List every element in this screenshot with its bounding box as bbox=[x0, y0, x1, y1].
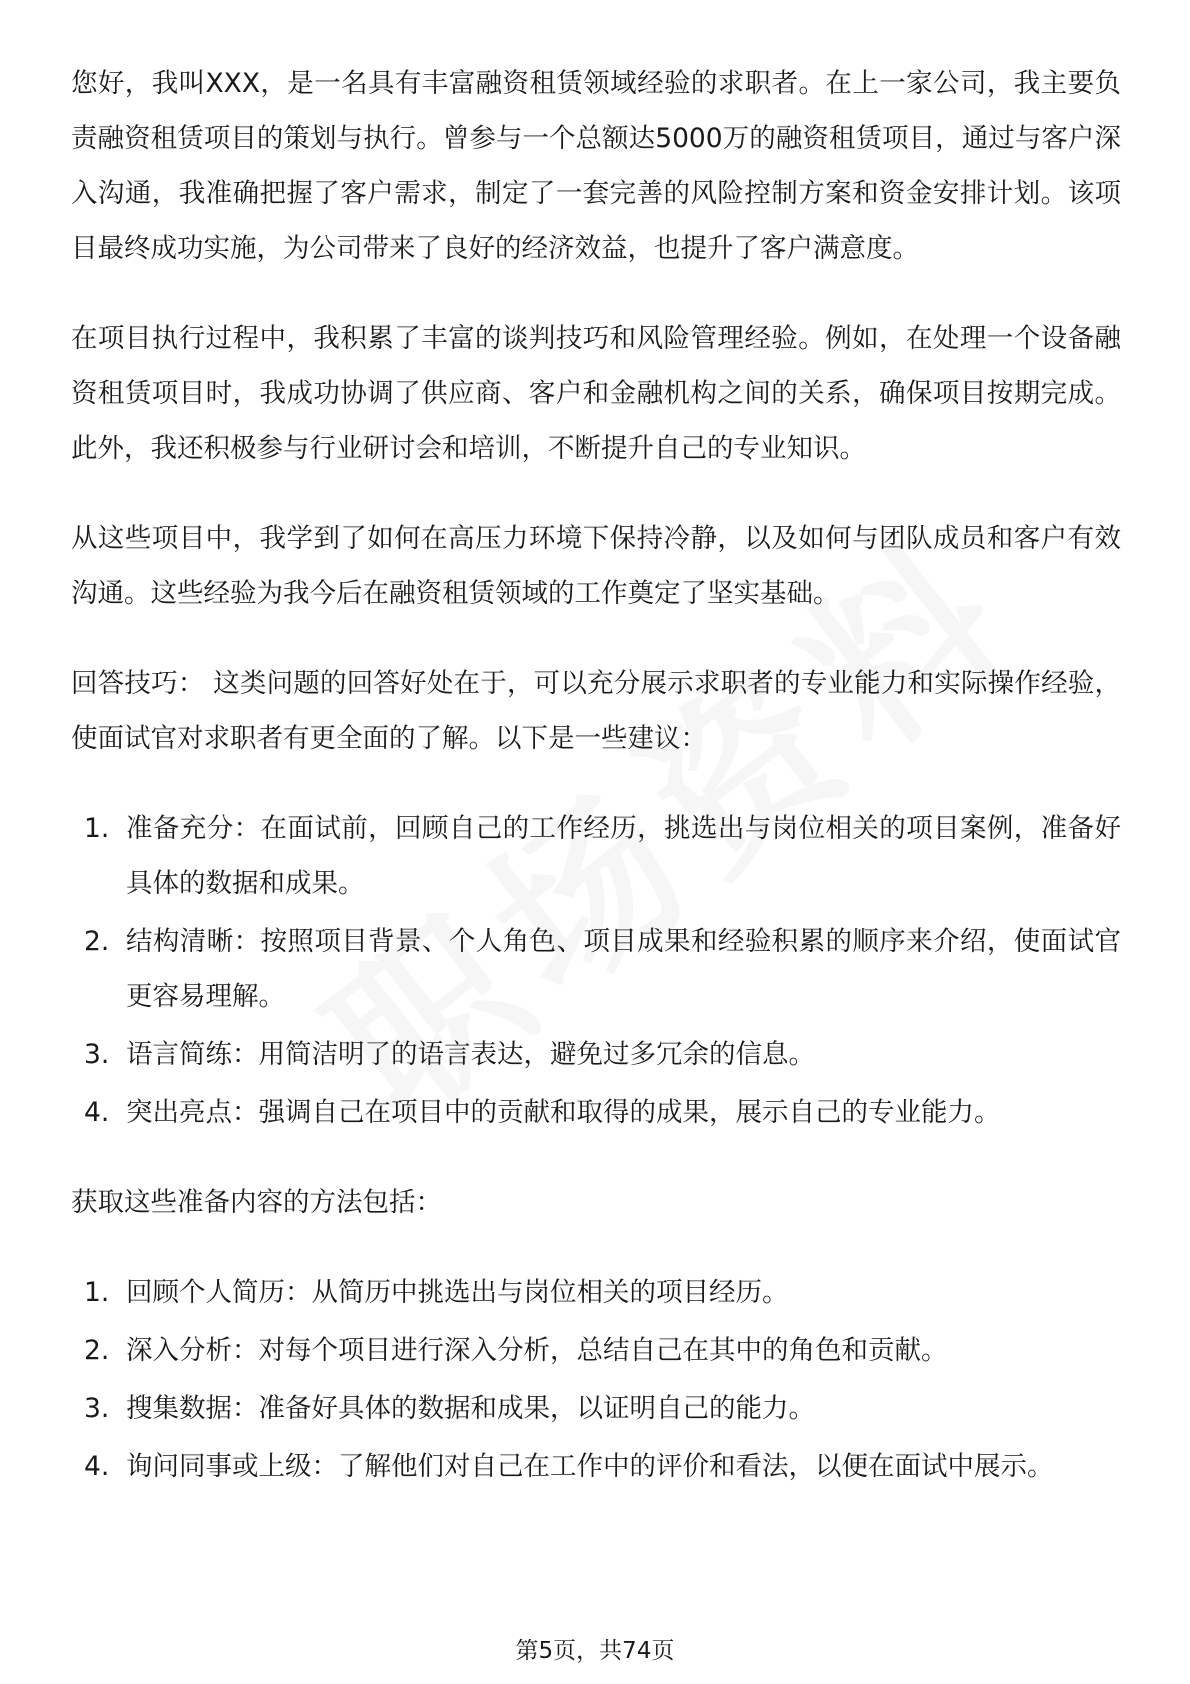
paragraph-lessons: 从这些项目中，我学到了如何在高压力环境下保持冷静，以及如何与团队成员和客户有效沟通。这些经验为我今后在融资租赁领域的工作奠定了坚实基础。 bbox=[71, 523, 1121, 609]
paragraph-answer-tips: 回答技巧： 这类问题的回答好处在于，可以充分展示求职者的专业能力和实际操作经验，使面试官对求职者有更全面的了解。以下是一些建议： bbox=[71, 668, 1121, 754]
list-item-number: 4. bbox=[84, 1451, 110, 1482]
list-item-text: 回顾个人简历：从简历中挑选出与岗位相关的项目经历。 bbox=[126, 1277, 789, 1308]
list-item bbox=[71, 1381, 1121, 1436]
paragraph-methods-intro: 获取这些准备内容的方法包括： bbox=[71, 1187, 442, 1218]
list-item bbox=[71, 1085, 1121, 1140]
paragraph-experience: 在项目执行过程中，我积累了丰富的谈判技巧和风险管理经验。例如，在处理一个设备融资租赁项目时，我成功协调了供应商、客户和金融机构之间的关系，确保项目按期完成。此外，我还积极参与行业研讨会和培训，不断提升自己的专业知识。 bbox=[71, 323, 1121, 464]
list-item-text: 突出亮点：强调自己在项目中的贡献和取得的成果，展示自己的专业能力。 bbox=[126, 1097, 1001, 1128]
list-item bbox=[71, 1439, 1121, 1494]
list-item-number: 2. bbox=[84, 926, 110, 957]
list-item-number: 1. bbox=[84, 1277, 110, 1308]
list-item bbox=[71, 1323, 1121, 1378]
list-item-text: 深入分析：对每个项目进行深入分析，总结自己在其中的角色和贡献。 bbox=[126, 1335, 948, 1366]
list-item-text: 询问同事或上级：了解他们对自己在工作中的评价和看法，以便在面试中展示。 bbox=[126, 1451, 1054, 1482]
list-item bbox=[71, 1027, 1121, 1082]
list-item-text: 语言简练：用简洁明了的语言表达，避免过多冗余的信息。 bbox=[126, 1039, 815, 1070]
page-number-footer: 第5页，共74页 bbox=[515, 1638, 675, 1664]
tips-list bbox=[71, 801, 1121, 1140]
list-item bbox=[71, 914, 1121, 1024]
list-item bbox=[71, 1265, 1121, 1320]
list-item bbox=[71, 801, 1121, 911]
document-body bbox=[71, 56, 1121, 1494]
list-item-text: 搜集数据：准备好具体的数据和成果，以证明自己的能力。 bbox=[126, 1393, 815, 1424]
list-item-number: 3. bbox=[84, 1039, 110, 1070]
list-item-text: 准备充分：在面试前，回顾自己的工作经历，挑选出与岗位相关的项目案例，准备好具体的数据和成果。 bbox=[126, 813, 1121, 899]
methods-list bbox=[71, 1265, 1121, 1494]
paragraph-intro: 您好，我叫XXX，是一名具有丰富融资租赁领域经验的求职者。在上一家公司，我主要负责融资租赁项目的策划与执行。曾参与一个总额达5000万的融资租赁项目，通过与客户深入沟通，我准确把握了客户需求，制定了一套完善的风险控制方案和资金安排计划。该项目最终成功实施，为公司带来了良好的经济效益，也提升了客户满意度。 bbox=[71, 68, 1121, 264]
list-item-text: 结构清晰：按照项目背景、个人角色、项目成果和经验积累的顺序来介绍，使面试官更容易理解。 bbox=[126, 926, 1121, 1012]
list-item-number: 4. bbox=[84, 1097, 110, 1128]
list-item-number: 3. bbox=[84, 1393, 110, 1424]
list-item-number: 1. bbox=[84, 813, 110, 844]
list-item-number: 2. bbox=[84, 1335, 110, 1366]
